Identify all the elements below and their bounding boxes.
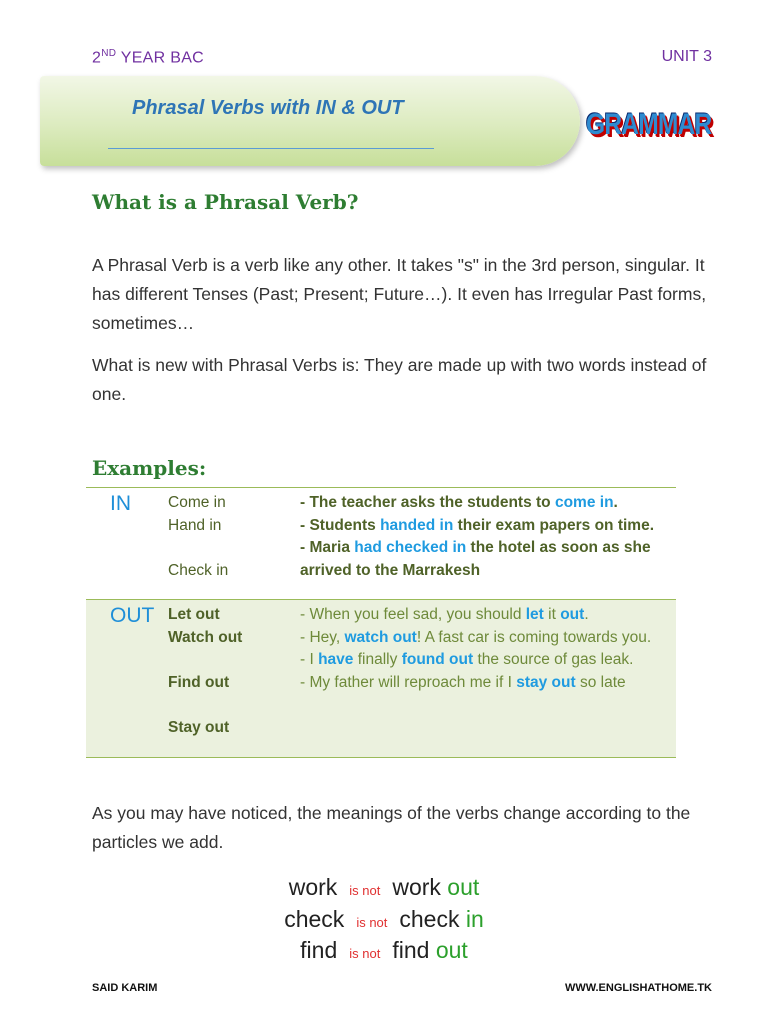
title-underline (108, 148, 434, 149)
verb-item: Let out (168, 606, 220, 623)
verb-item: Watch out (168, 628, 243, 646)
verb-list-out (168, 604, 242, 739)
comparison-line: check is not check in (284, 906, 484, 932)
example-sentence: - Hey, watch out! A fast car is coming towards you. (300, 628, 652, 646)
title-banner (40, 76, 580, 166)
comparison-line: find is not find out (300, 937, 468, 963)
particle-label-in: IN (110, 492, 131, 515)
comparison-line: work is not work out (288, 874, 480, 900)
example-sentence: - The teacher asks the students to come in. (300, 494, 618, 511)
level-text: YEAR BAC (120, 49, 205, 67)
example-sentence: - My father will reproach me if I stay out so late (300, 673, 626, 691)
verb-item: Find out (168, 673, 230, 691)
definition-paragraph-2: What is new with Phrasal Verbs is: They are made up with two words instead of one. (92, 355, 707, 404)
footer-author: SAID KARIM (92, 982, 158, 994)
examples-table (86, 487, 676, 758)
grammar-logo: GRAMMAR (586, 108, 712, 141)
verb-item: Stay out (168, 718, 230, 736)
level-label (92, 48, 204, 67)
sentence-list-in (300, 492, 672, 582)
particle-label-out: OUT (110, 604, 155, 627)
section-heading-definition: What is a Phrasal Verb? (92, 190, 359, 214)
sentence-list-out (300, 604, 672, 694)
conclusion-paragraph: As you may have noticed, the meanings of the verbs change according to the particles we add. (92, 803, 691, 852)
example-sentence: - Students handed in their exam papers on time. (300, 516, 655, 534)
example-sentence: - When you feel sad, you should let it out. (300, 606, 589, 623)
verb-item: Come in (168, 494, 226, 511)
level-superscript: ND (101, 48, 117, 59)
verb-item: Check in (168, 561, 229, 579)
definition-paragraph-1: A Phrasal Verb is a verb like any other. It takes "s" in the 3rd person, singular. It has different Tenses (Past; Present; Future…). It even has Irregular Past forms, sometimes… (92, 255, 707, 333)
verb-item: Hand in (168, 516, 222, 534)
page-title: Phrasal Verbs with IN & OUT (132, 97, 404, 119)
table-row-out (86, 600, 676, 758)
verb-list-in (168, 492, 228, 582)
example-sentence: - Maria had checked in the hotel as soon as she arrived to the Marrakesh (300, 539, 651, 579)
level-number: 2 (92, 49, 102, 67)
section-heading-examples: Examples: (92, 456, 207, 480)
example-sentence: - I have finally found out the source of gas leak. (300, 651, 634, 668)
footer-website: WWW.ENGLISHATHOME.TK (564, 982, 712, 994)
unit-label: UNIT 3 (661, 48, 712, 65)
table-row-in (86, 488, 676, 600)
